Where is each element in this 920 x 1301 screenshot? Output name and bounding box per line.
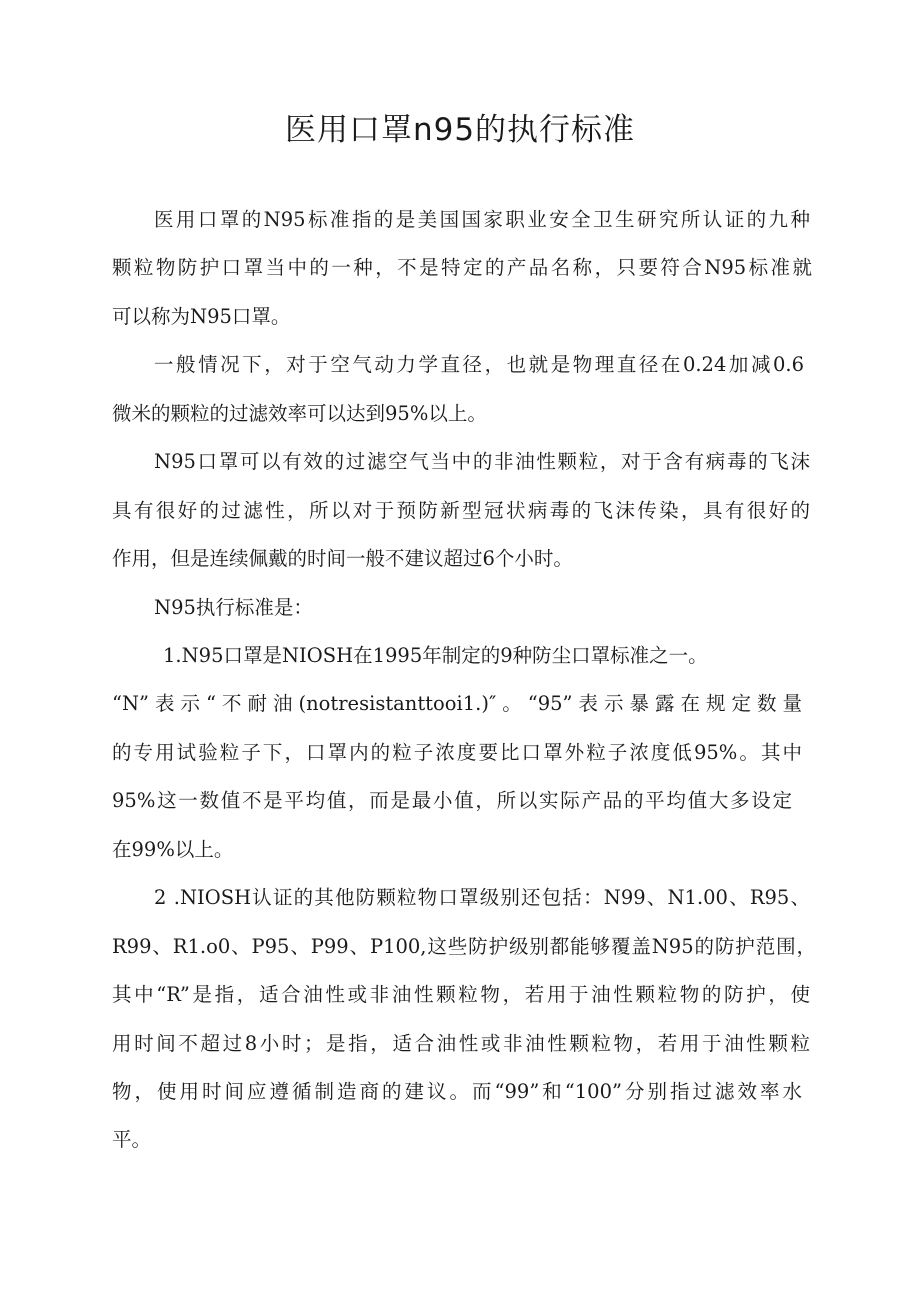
paragraph-1-line-3: 可以称为N95口罩。 xyxy=(112,305,291,328)
paragraph-4-line-1: N95执行标准是： xyxy=(154,596,313,619)
paragraph-1-line-2: 颗粒物防护口罩当中的一种，不是特定的产品名称，只要符合N95标准就 xyxy=(112,256,812,279)
paragraph-5-line-2: “N”表示“不耐油(notresistanttooi1.)″。“95”表示暴露在规定数量 xyxy=(112,692,802,715)
paragraph-1-line-1: 医用口罩的N95标准指的是美国国家职业安全卫生研究所认证的九种 xyxy=(154,208,810,231)
paragraph-6-line-6: 平。 xyxy=(112,1128,152,1151)
document-title: 医用口罩n95的执行标准 xyxy=(284,112,636,148)
paragraph-3-line-1: N95口罩可以有效的过滤空气当中的非油性颗粒，对于含有病毒的飞沫 xyxy=(154,450,810,473)
paragraph-3-line-3: 作用，但是连续佩戴的时间一般不建议超过6个小时。 xyxy=(112,547,573,570)
paragraph-5-line-1: 1.N95口罩是NIOSH在1995年制定的9种防尘口罩标准之一。 xyxy=(163,644,708,667)
paragraph-5-line-5: 在99%以上。 xyxy=(112,838,234,861)
paragraph-2-line-1: 一般情况下，对于空气动力学直径，也就是物理直径在0.24加减0.6 xyxy=(154,353,804,376)
paragraph-6-line-1: 2 .NIOSH认证的其他防颗粒物口罩级别还包括：N99、N1.00、R95、 xyxy=(154,886,810,909)
paragraph-6-line-5: 物，使用时间应遵循制造商的建议。而“99”和“100”分别指过滤效率水 xyxy=(112,1080,802,1103)
paragraph-6-line-3: 其中“R”是指，适合油性或非油性颗粒物，若用于油性颗粒物的防护，使 xyxy=(112,983,810,1006)
paragraph-2-line-2: 微米的颗粒的过滤效率可以达到95%以上。 xyxy=(112,402,487,425)
paragraph-6-line-4: 用时间不超过8小时；是指，适合油性或非油性颗粒物，若用于油性颗粒 xyxy=(112,1032,810,1055)
paragraph-5-line-4: 95%这一数值不是平均值，而是最小值，所以实际产品的平均值大多设定 xyxy=(112,789,792,812)
paragraph-5-line-3: 的专用试验粒子下，口罩内的粒子浓度要比口罩外粒子浓度低95%。其中 xyxy=(112,741,802,764)
paragraph-6-line-2: R99、R1.o0、P95、P99、P100,这些防护级别都能够覆盖N95的防护范围， xyxy=(112,935,816,958)
paragraph-3-line-2: 具有很好的过滤性，所以对于预防新型冠状病毒的飞沫传染，具有很好的 xyxy=(112,499,810,522)
